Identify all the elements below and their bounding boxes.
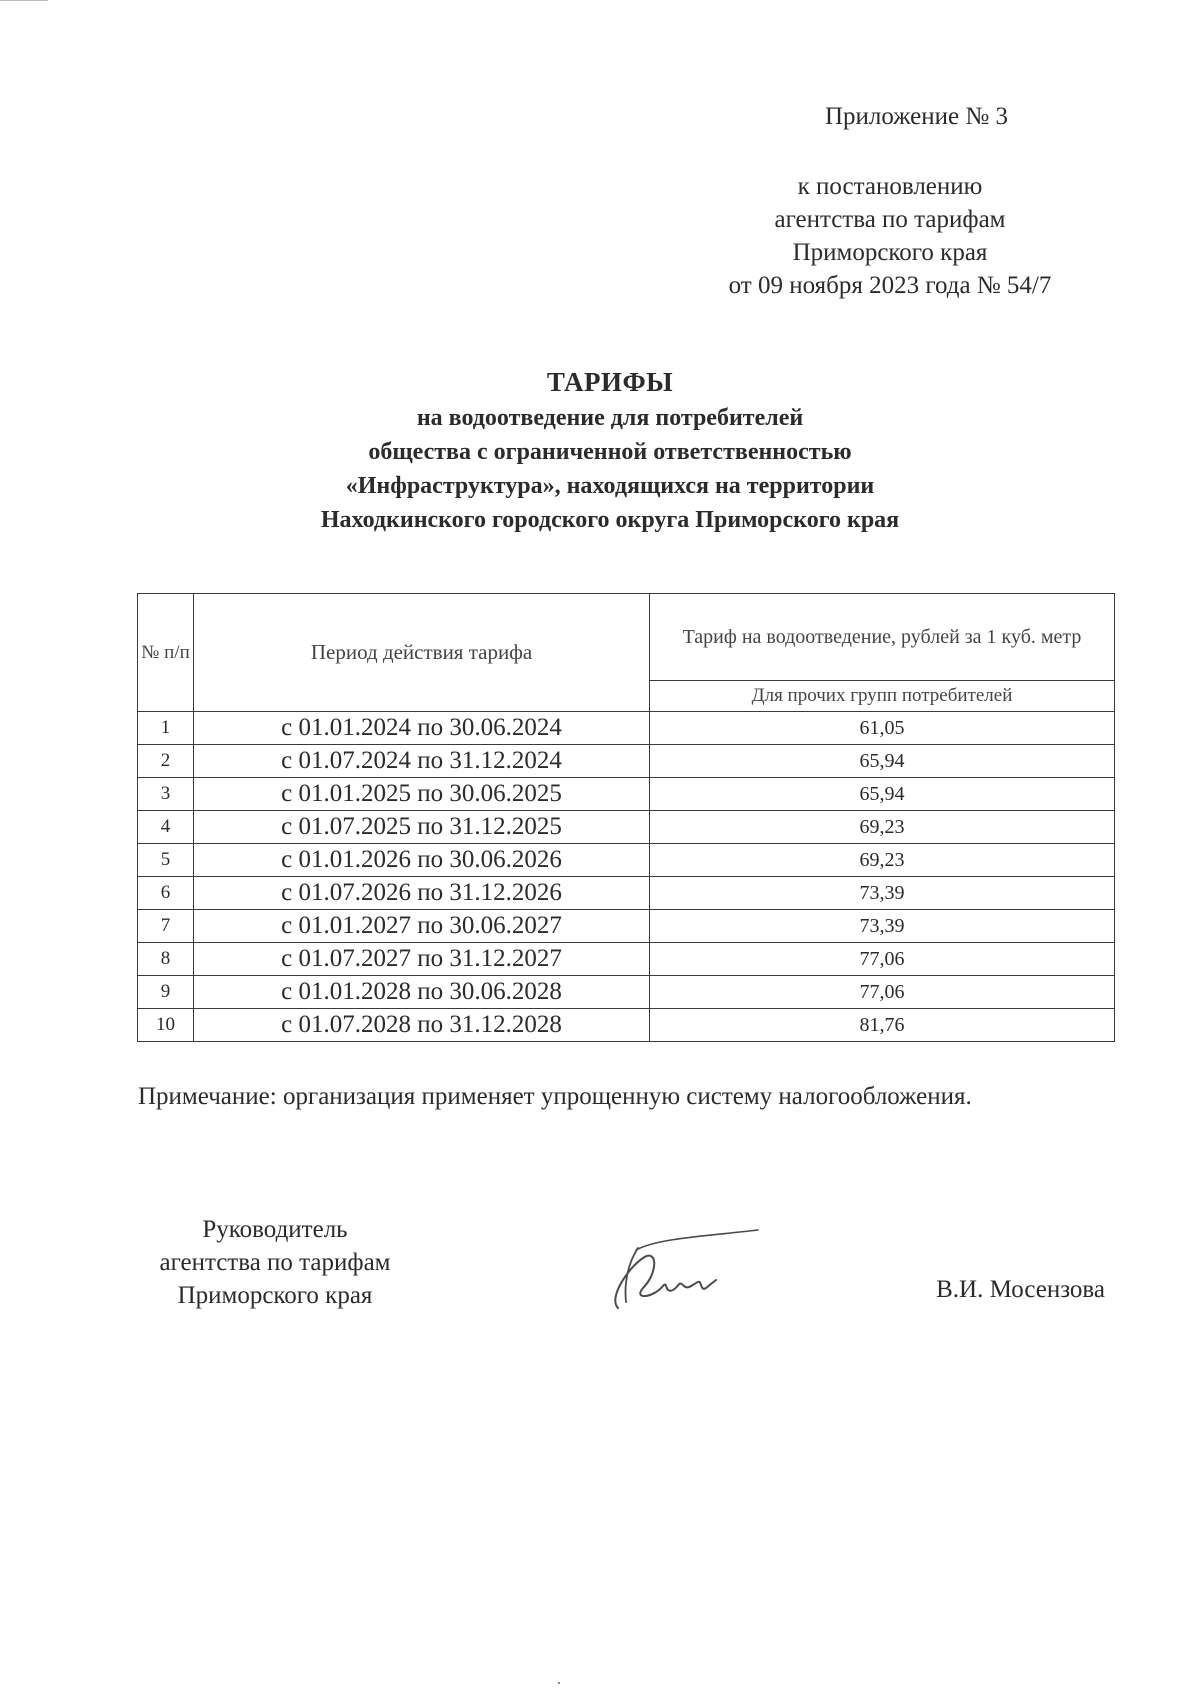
table-row (138, 745, 1115, 778)
appendix-line: агентства по тарифам (774, 206, 1006, 233)
table-row (138, 1009, 1115, 1042)
tariff-table (137, 593, 1115, 1042)
appendix-line: к постановлению (797, 173, 983, 200)
tariff-value-cell: 61,05 (650, 712, 1115, 745)
row-number-cell: 1 (138, 712, 194, 745)
tariff-value-cell: 77,06 (650, 976, 1115, 1009)
note-text: Примечание: организация применяет упрощенную систему налогообложения. (138, 1083, 972, 1110)
appendix-title: Приложение № 3 (824, 103, 1008, 130)
row-number-cell: 10 (138, 1009, 194, 1042)
signatory-name: В.И. Мосензова (936, 1276, 1105, 1303)
tariff-value-cell: 69,23 (650, 844, 1115, 877)
tariff-value-cell: 65,94 (650, 778, 1115, 811)
signatory-title (130, 1213, 420, 1312)
period-cell: с 01.07.2027 по 31.12.2027 (194, 943, 650, 976)
period-cell: с 01.01.2025 по 30.06.2025 (194, 778, 650, 811)
column-header-period: Период действия тарифа (194, 594, 650, 712)
document-title: ТАРИФЫ (546, 367, 674, 397)
heading-line: общества с ограниченной ответственностью (368, 439, 852, 465)
heading-line: на водоотведение для потребителей (416, 405, 804, 431)
scan-speck (558, 1682, 560, 1684)
table-row (138, 844, 1115, 877)
signatory-line: Руководитель (202, 1216, 348, 1243)
document-heading (160, 363, 1060, 537)
signatory-line: агентства по тарифам (159, 1249, 391, 1276)
heading-line: «Инфраструктура», находящихся на территории (345, 473, 875, 499)
period-cell: с 01.07.2028 по 31.12.2028 (194, 1009, 650, 1042)
period-cell: с 01.07.2024 по 31.12.2024 (194, 745, 650, 778)
tariff-value-cell: 65,94 (650, 745, 1115, 778)
heading-line: Находкинского городского округа Приморского края (320, 507, 900, 533)
period-cell: с 01.01.2024 по 30.06.2024 (194, 712, 650, 745)
tariff-value-cell: 81,76 (650, 1009, 1115, 1042)
tariff-value-cell: 73,39 (650, 877, 1115, 910)
row-number-cell: 6 (138, 877, 194, 910)
column-header-number: № п/п (138, 594, 194, 712)
tariff-value-cell: 69,23 (650, 811, 1115, 844)
row-number-cell: 5 (138, 844, 194, 877)
column-header-tariff: Тариф на водоотведение, рублей за 1 куб. метр (650, 594, 1115, 681)
table-row (138, 910, 1115, 943)
column-header-consumer-group: Для прочих групп потребителей (650, 681, 1115, 712)
period-cell: с 01.01.2028 по 30.06.2028 (194, 976, 650, 1009)
row-number-cell: 2 (138, 745, 194, 778)
signatory-line: Приморского края (177, 1282, 373, 1309)
period-cell: с 01.01.2026 по 30.06.2026 (194, 844, 650, 877)
period-cell: с 01.01.2027 по 30.06.2027 (194, 910, 650, 943)
row-number-cell: 7 (138, 910, 194, 943)
tariff-value-cell: 73,39 (650, 910, 1115, 943)
period-cell: с 01.07.2025 по 31.12.2025 (194, 811, 650, 844)
table-row (138, 943, 1115, 976)
row-number-cell: 3 (138, 778, 194, 811)
scan-edge-mark (0, 0, 48, 1)
row-number-cell: 4 (138, 811, 194, 844)
table-row (138, 811, 1115, 844)
tariff-value-cell: 77,06 (650, 943, 1115, 976)
row-number-cell: 8 (138, 943, 194, 976)
table-row (138, 712, 1115, 745)
period-cell: с 01.07.2026 по 31.12.2026 (194, 877, 650, 910)
row-number-cell: 9 (138, 976, 194, 1009)
appendix-line: Приморского края (792, 239, 988, 266)
handwritten-signature (598, 1228, 798, 1318)
table-row (138, 976, 1115, 1009)
appendix-line: от 09 ноября 2023 года № 54/7 (728, 272, 1052, 299)
table-row (138, 877, 1115, 910)
appendix-reference (700, 170, 1080, 302)
table-row (138, 778, 1115, 811)
